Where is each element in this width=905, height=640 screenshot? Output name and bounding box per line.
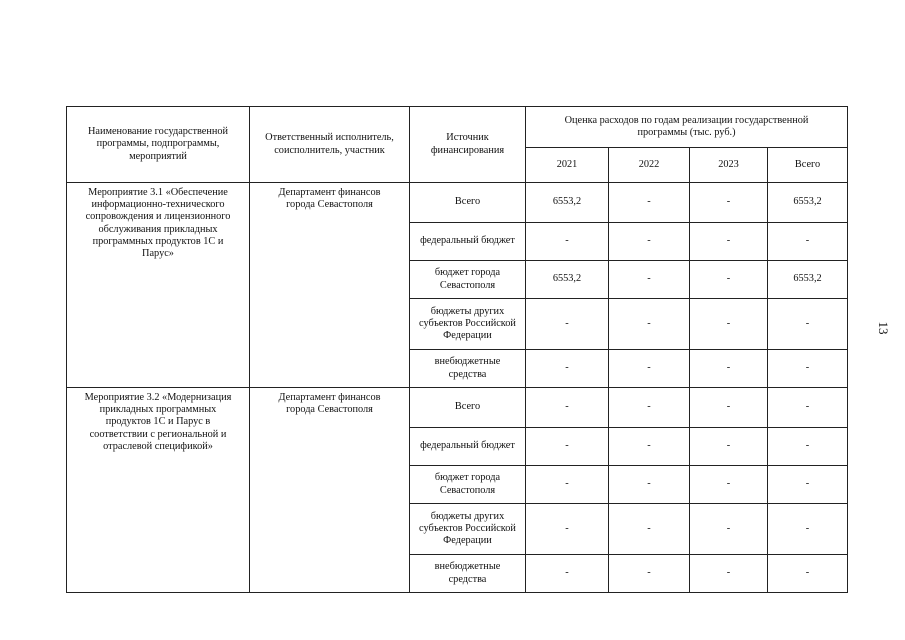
value-cell: 6553,2 bbox=[768, 183, 848, 223]
value-cell: - bbox=[609, 428, 690, 466]
header-row bbox=[67, 107, 848, 148]
value-cell: - bbox=[768, 555, 848, 593]
table-row bbox=[67, 388, 848, 428]
header-year-total: Всего bbox=[768, 148, 848, 183]
funding-source-cell: бюджеты других субъектов Российской Федерации bbox=[410, 504, 526, 555]
value-cell: - bbox=[526, 223, 609, 261]
value-cell: - bbox=[609, 261, 690, 299]
funding-source-cell: Всего bbox=[410, 388, 526, 428]
value-cell: - bbox=[690, 555, 768, 593]
value-cell: - bbox=[768, 350, 848, 388]
funding-source-cell: бюджет города Севастополя bbox=[410, 466, 526, 504]
funding-source-cell: бюджет города Севастополя bbox=[410, 261, 526, 299]
funding-source-cell: внебюджетные средства bbox=[410, 350, 526, 388]
value-cell: - bbox=[609, 466, 690, 504]
event-title: Мероприятие 3.1 «Обеспечение информационно-технического сопровождения и лицензионного обслуживания прикладных программных продуктов 1С и Парус» bbox=[67, 183, 250, 388]
value-cell: - bbox=[526, 388, 609, 428]
event-title: Мероприятие 3.2 «Модернизация прикладных программных продуктов 1С и Парус в соответствии с региональной и отраслевой спецификой» bbox=[67, 388, 250, 593]
funding-source-cell: федеральный бюджет bbox=[410, 223, 526, 261]
expenditure-table-sheet bbox=[66, 106, 847, 594]
funding-source-cell: федеральный бюджет bbox=[410, 428, 526, 466]
value-cell: - bbox=[609, 223, 690, 261]
value-cell: - bbox=[690, 299, 768, 350]
value-cell: - bbox=[526, 350, 609, 388]
funding-source-cell: Всего bbox=[410, 183, 526, 223]
header-year-2022: 2022 bbox=[609, 148, 690, 183]
value-cell: - bbox=[609, 183, 690, 223]
value-cell: - bbox=[609, 555, 690, 593]
value-cell: - bbox=[526, 299, 609, 350]
value-cell: - bbox=[526, 504, 609, 555]
header-executor: Ответственный исполнитель, соисполнитель, участник bbox=[250, 107, 410, 183]
table-row bbox=[67, 183, 848, 223]
funding-source-cell: бюджеты других субъектов Российской Федерации bbox=[410, 299, 526, 350]
value-cell: - bbox=[768, 223, 848, 261]
event-executor: Департамент финансов города Севастополя bbox=[250, 388, 410, 593]
value-cell: - bbox=[526, 555, 609, 593]
value-cell: - bbox=[690, 504, 768, 555]
value-cell: - bbox=[690, 223, 768, 261]
value-cell: - bbox=[768, 388, 848, 428]
header-funding-source: Источник финансирования bbox=[410, 107, 526, 183]
header-program-name: Наименование государственной программы, подпрограммы, мероприятий bbox=[67, 107, 250, 183]
header-year-2021: 2021 bbox=[526, 148, 609, 183]
value-cell: - bbox=[690, 261, 768, 299]
value-cell: - bbox=[768, 299, 848, 350]
value-cell: - bbox=[768, 466, 848, 504]
page-number: 13 bbox=[876, 321, 891, 335]
header-cost-estimate: Оценка расходов по годам реализации государственной программы (тыс. руб.) bbox=[526, 107, 848, 148]
value-cell: - bbox=[609, 299, 690, 350]
value-cell: - bbox=[609, 504, 690, 555]
value-cell: - bbox=[690, 183, 768, 223]
value-cell: - bbox=[690, 388, 768, 428]
value-cell: - bbox=[690, 428, 768, 466]
value-cell: - bbox=[609, 388, 690, 428]
value-cell: - bbox=[526, 466, 609, 504]
value-cell: - bbox=[690, 466, 768, 504]
header-year-2023: 2023 bbox=[690, 148, 768, 183]
funding-source-cell: внебюджетные средства bbox=[410, 555, 526, 593]
value-cell: 6553,2 bbox=[526, 183, 609, 223]
expenditure-table bbox=[66, 106, 848, 593]
value-cell: - bbox=[768, 428, 848, 466]
value-cell: - bbox=[526, 428, 609, 466]
value-cell: - bbox=[690, 350, 768, 388]
event-executor: Департамент финансов города Севастополя bbox=[250, 183, 410, 388]
value-cell: - bbox=[609, 350, 690, 388]
value-cell: - bbox=[768, 504, 848, 555]
value-cell: 6553,2 bbox=[526, 261, 609, 299]
value-cell: 6553,2 bbox=[768, 261, 848, 299]
